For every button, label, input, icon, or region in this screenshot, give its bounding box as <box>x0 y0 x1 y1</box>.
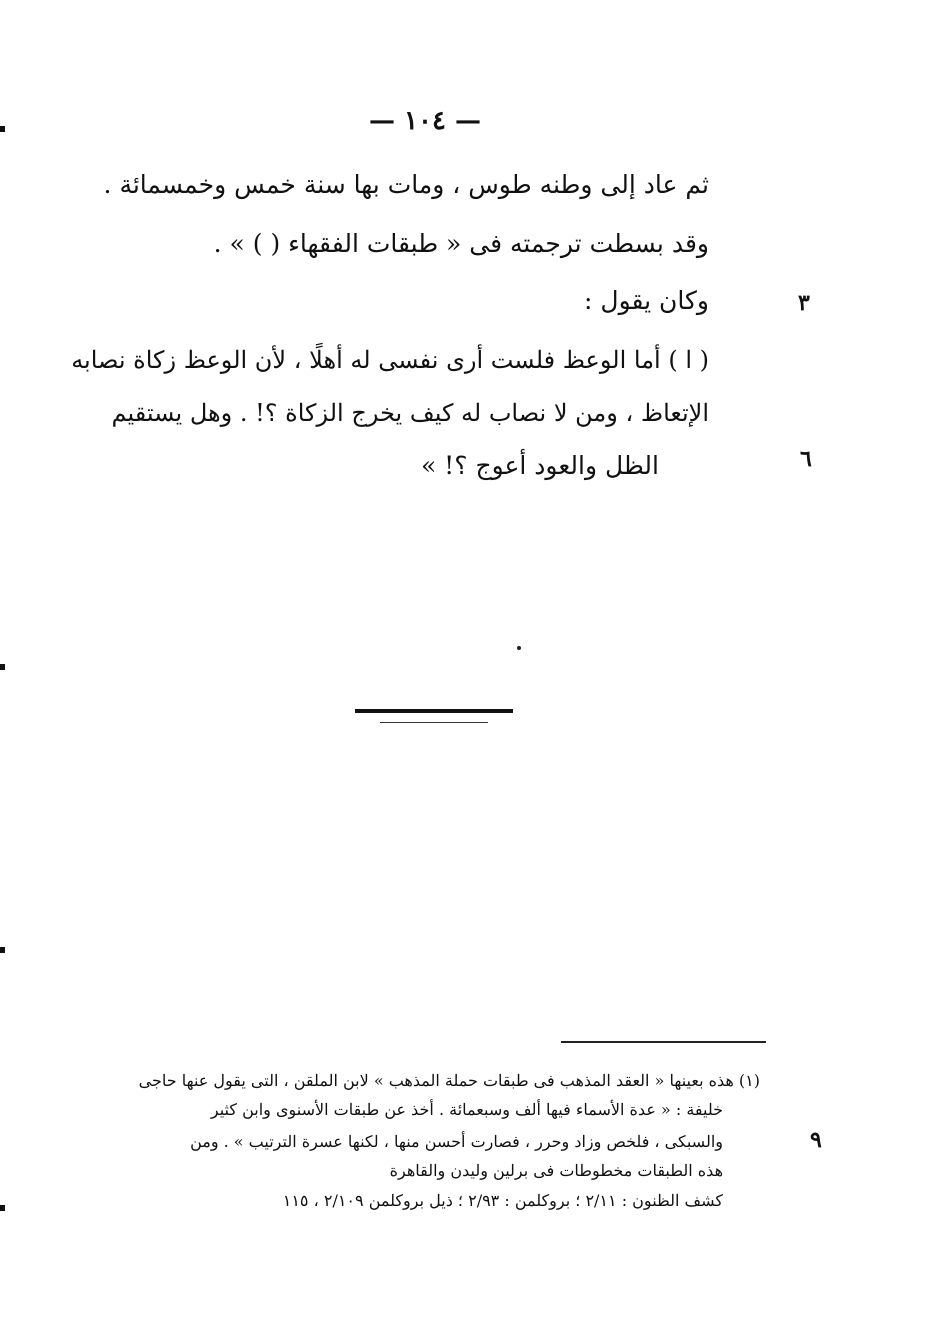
scan-edge-mark <box>0 947 5 953</box>
body-line-5: الإتعاظ ، ومن لا نصاب له كيف يخرج الزكاة ؟! . وهل يستقيم <box>111 399 709 427</box>
scan-edge-mark <box>0 664 5 670</box>
scan-edge-mark <box>0 126 5 132</box>
body-line-2: وقد بسطت ترجمته فى « طبقات الفقهاء ( ) » . <box>213 229 709 258</box>
speck <box>517 646 521 650</box>
scan-edge-mark <box>0 1205 5 1211</box>
body-line-4: ( ا ) أما الوعظ فلست أرى نفسى له أهلًا ، لأن الوعظ زكاة نصابه <box>71 346 709 374</box>
line-number-6: ٦ <box>800 446 812 472</box>
line-number-3: ٣ <box>798 290 810 316</box>
footnote-separator <box>561 1041 766 1043</box>
body-line-6: الظل والعود أعوج ؟! » <box>420 451 659 480</box>
page-number: — ١٠٤ — <box>368 106 482 136</box>
footnote-line-5: كشف الظنون : ٢/١١ ؛ بروكلمن : ٢/٩٣ ؛ ذيل بروكلمن ٢/١٠٩ ، ١١٥ <box>282 1191 723 1210</box>
footnote-line-2: خليفة : « عدة الأسماء فيها ألف وسبعمائة . أخذ عن طبقات الأسنوى وابن كثير <box>210 1100 723 1119</box>
section-ornament-thin <box>380 722 488 723</box>
footnote-line-1: (١) هذه بعينها « العقد المذهب فى طبقات حملة المذهب » لابن الملقن ، التى يقول عنها حاجى <box>138 1071 760 1090</box>
section-ornament-thick <box>355 709 513 713</box>
footnote-line-4: هذه الطبقات مخطوطات فى برلين وليدن والقاهرة <box>389 1161 723 1180</box>
footnote-line-3: والسبكى ، فلخص وزاد وحرر ، فصارت أحسن منها ، لكنها عسرة الترتيب » . ومن <box>190 1132 723 1151</box>
line-number-9: ٩ <box>810 1127 822 1153</box>
body-line-1: ثم عاد إلى وطنه طوس ، ومات بها سنة خمس وخمسمائة . <box>103 170 709 199</box>
body-line-3: وكان يقول : <box>584 286 709 315</box>
